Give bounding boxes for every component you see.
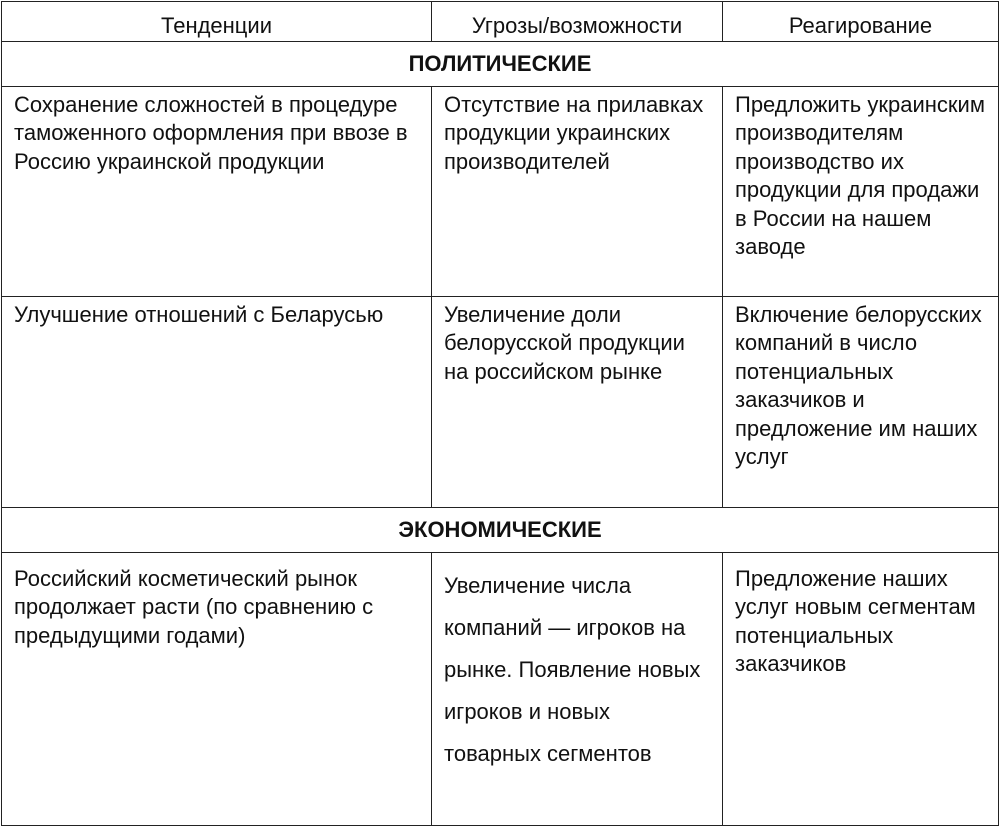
table-row <box>2 87 999 297</box>
header-trends: Тенденции <box>2 2 432 42</box>
table-row <box>2 553 999 826</box>
response-cell: Предложить украинским производителям производство их продукции для продажи в России на нашем заводе <box>723 87 999 297</box>
response-cell: Предложение наших услуг новым сегментам потенциальных заказчиков <box>723 553 999 826</box>
header-threats-opportunities: Угрозы/возможности <box>432 2 723 42</box>
trend-cell: Сохранение сложностей в процедуре таможенного оформления при ввозе в Россию украинской продукции <box>2 87 432 297</box>
threat-cell: Увеличение доли белорусской продукции на российском рынке <box>432 297 723 508</box>
threat-cell: Отсутствие на прилавках продукции украинских производителей <box>432 87 723 297</box>
section-title-economic: ЭКОНОМИЧЕСКИЕ <box>2 508 999 553</box>
section-row-economic <box>2 508 999 553</box>
page <box>0 1 1000 819</box>
section-row-political <box>2 42 999 87</box>
section-title-political: ПОЛИТИЧЕСКИЕ <box>2 42 999 87</box>
analysis-table <box>1 1 999 826</box>
table-row <box>2 297 999 508</box>
response-cell: Включение белорусских компаний в число потенциальных заказчиков и предложение им наших услуг <box>723 297 999 508</box>
threat-cell: Увеличение числа компаний — игроков на рынке. Появление новых игроков и новых товарных сегментов <box>432 553 723 826</box>
header-row <box>2 2 999 42</box>
trend-cell: Российский косметический рынок продолжает расти (по сравнению с предыдущими годами) <box>2 553 432 826</box>
header-response: Реагирование <box>723 2 999 42</box>
trend-cell: Улучшение отношений с Беларусью <box>2 297 432 508</box>
